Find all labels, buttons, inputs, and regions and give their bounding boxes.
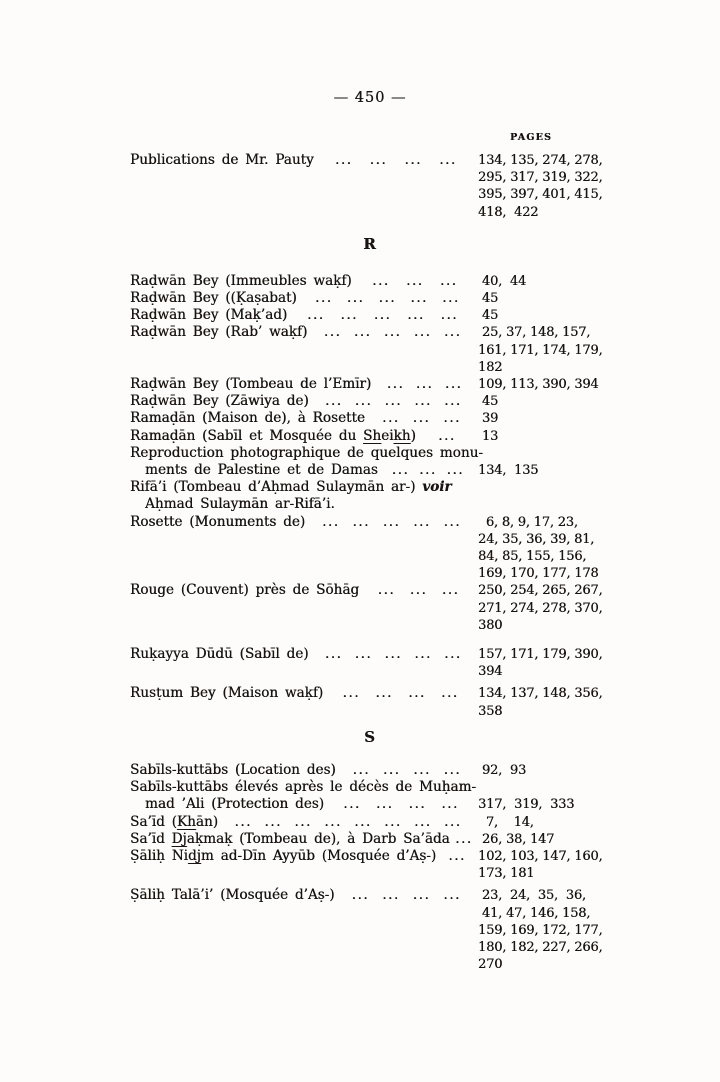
index-entry-line bbox=[130, 186, 610, 203]
entry-text: Publications de Mr. Pauty bbox=[130, 152, 314, 168]
dot-group: ... bbox=[407, 307, 425, 324]
page-numbers: 159, 169, 172, 177, bbox=[478, 922, 603, 938]
page-numbers: 157, 171, 179, 390, bbox=[478, 647, 603, 663]
dot-group: ... bbox=[343, 796, 361, 813]
dot-leader bbox=[130, 342, 478, 359]
page-numbers: 23, 24, 35, 36, bbox=[478, 888, 586, 904]
dot-group: ... bbox=[375, 685, 393, 702]
index-entry-line bbox=[130, 307, 610, 324]
page-numbers: 161, 171, 174, 179, bbox=[478, 342, 603, 358]
dot-leader bbox=[307, 324, 478, 341]
dot-leader bbox=[336, 762, 478, 779]
page-numbers: 270 bbox=[478, 957, 503, 973]
dot-group: ... bbox=[443, 513, 462, 530]
index-entry bbox=[130, 514, 610, 583]
page-numbers: 394 bbox=[478, 664, 503, 680]
dot-group: ... bbox=[413, 513, 431, 530]
entry-text: Ramaḍān (Sabīl et Mosquée du Sheikh) bbox=[130, 427, 416, 444]
dot-group: ... bbox=[373, 307, 392, 324]
dot-leader bbox=[130, 565, 478, 582]
page-numbers: 109, 113, 390, 394 bbox=[478, 377, 599, 393]
entry-text: Rifā’i (Tombeau d’Aḥmad Sulaymān ar-) voir bbox=[130, 479, 452, 496]
dot-leader bbox=[130, 186, 478, 203]
dot-group: ... bbox=[353, 324, 372, 341]
dot-group: ... bbox=[455, 830, 473, 847]
index-entry-line bbox=[130, 703, 610, 720]
index-entry-line bbox=[130, 548, 610, 565]
dot-group: ... bbox=[443, 410, 461, 427]
index-entry bbox=[130, 324, 610, 376]
index-entry-line bbox=[130, 600, 610, 617]
dot-group: ... bbox=[441, 796, 459, 813]
index-entry-line bbox=[130, 169, 610, 186]
index-entry bbox=[130, 848, 610, 882]
dot-group: ... bbox=[325, 393, 343, 410]
underlined-text: kh bbox=[393, 427, 411, 444]
index-entry bbox=[130, 646, 610, 680]
dot-leader bbox=[450, 831, 478, 848]
dot-group: ... bbox=[391, 462, 410, 479]
dot-leader bbox=[130, 600, 478, 617]
dot-group: ... bbox=[340, 307, 358, 324]
index-entry-line bbox=[130, 410, 610, 427]
page-numbers: 250, 254, 265, 267, bbox=[478, 583, 603, 599]
dot-group: ... bbox=[446, 462, 465, 479]
dot-leader bbox=[365, 410, 478, 427]
page-numbers: 271, 274, 278, 370, bbox=[478, 600, 603, 616]
pages-column-header: PAGES bbox=[510, 132, 553, 143]
dot-group: ... bbox=[414, 393, 432, 410]
dot-leader bbox=[287, 307, 478, 324]
entry-text: Rosette (Monuments de) bbox=[130, 513, 306, 530]
underlined-text: Kh bbox=[176, 813, 196, 830]
dot-leader bbox=[309, 393, 478, 410]
index-entry bbox=[130, 779, 610, 813]
index-entry bbox=[130, 273, 610, 290]
dot-leader bbox=[130, 204, 478, 221]
dot-leader bbox=[309, 646, 478, 663]
dot-group: ... bbox=[323, 324, 342, 341]
page-numbers: 13 bbox=[478, 428, 499, 444]
index-entry-line bbox=[130, 204, 610, 221]
dot-group: ... bbox=[410, 290, 428, 307]
italic-text: voir bbox=[422, 479, 452, 496]
dot-leader bbox=[359, 582, 478, 599]
dot-group: ... bbox=[264, 813, 282, 830]
index-body bbox=[130, 152, 610, 973]
page-numbers: 380 bbox=[478, 617, 503, 633]
entry-text: Ṣāliḥ Nidjm ad-Dīn Ayyūb (Mosquée d’Aṣ-) bbox=[130, 847, 437, 864]
index-entry bbox=[130, 445, 610, 479]
index-entry bbox=[130, 376, 610, 393]
dot-group: ... bbox=[351, 887, 370, 904]
index-entry-line bbox=[130, 831, 610, 848]
dot-group: ... bbox=[413, 761, 431, 778]
index-entry-line bbox=[130, 762, 610, 779]
underlined-text: dj bbox=[187, 847, 201, 864]
index-entry bbox=[130, 685, 610, 719]
dot-group: ... bbox=[315, 290, 333, 307]
entry-text: Rouge (Couvent) près de Sōhāg bbox=[130, 582, 360, 599]
page-numbers: 40, 44 bbox=[478, 273, 527, 289]
dot-group: ... bbox=[378, 290, 397, 307]
dot-group: ... bbox=[294, 813, 312, 830]
index-entry-line bbox=[130, 152, 610, 169]
dot-group: ... bbox=[441, 685, 459, 702]
index-entry-line bbox=[130, 462, 610, 479]
page-numbers: 134, 137, 148, 356, bbox=[478, 686, 603, 702]
dot-group: ... bbox=[354, 646, 373, 663]
section-header: R bbox=[363, 234, 377, 253]
page-numbers: 317, 319, 333 bbox=[478, 797, 575, 813]
index-entry-line bbox=[130, 342, 610, 359]
pages-header-row bbox=[130, 132, 610, 143]
entry-text: Ṣāliḥ Talā’i’ (Mosquée d’Aṣ-) bbox=[130, 887, 335, 904]
index-entry bbox=[130, 582, 610, 634]
dot-leader bbox=[130, 905, 478, 922]
page-numbers: 6, 8, 9, 17, 23, bbox=[478, 514, 578, 530]
dot-leader bbox=[130, 956, 478, 973]
dot-leader bbox=[378, 462, 478, 479]
index-entry bbox=[130, 410, 610, 427]
page-numbers: 418, 422 bbox=[478, 204, 539, 220]
index-entry-line bbox=[130, 956, 610, 973]
page-numbers: 180, 182, 227, 266, bbox=[478, 939, 603, 955]
index-entry-line bbox=[130, 779, 610, 796]
dot-leader bbox=[314, 152, 478, 169]
index-entry-line bbox=[130, 814, 610, 831]
dot-group: ... bbox=[324, 813, 342, 830]
page-numbers: 134, 135, 274, 278, bbox=[478, 153, 603, 168]
entry-text: Sabīls-kuttābs élevés après le décès de Muḥam- bbox=[130, 779, 477, 796]
underlined-text: Sh bbox=[363, 427, 382, 444]
index-entry bbox=[130, 814, 610, 831]
dot-group: ... bbox=[354, 393, 373, 410]
dot-group: ... bbox=[441, 582, 460, 599]
dot-leader bbox=[130, 865, 478, 882]
dot-group: ... bbox=[413, 324, 432, 341]
index-entry-line bbox=[130, 617, 610, 634]
dot-group: ... bbox=[444, 393, 462, 410]
index-entry-line bbox=[130, 479, 610, 496]
dot-group: ... bbox=[307, 307, 325, 324]
page-numbers: 173, 181 bbox=[478, 866, 535, 882]
dot-group: ... bbox=[440, 272, 458, 289]
dot-group: ... bbox=[444, 376, 463, 393]
index-entry-line bbox=[130, 905, 610, 922]
dot-group: ... bbox=[443, 324, 462, 341]
entry-text: Reproduction photographique de quelques monu- bbox=[130, 444, 483, 461]
page-numbers: 169, 170, 177, 178 bbox=[478, 566, 599, 582]
dot-group: ... bbox=[386, 376, 405, 393]
dot-group: ... bbox=[382, 410, 400, 427]
page-numbers: 25, 37, 148, 157, bbox=[478, 325, 591, 341]
dot-group: ... bbox=[409, 582, 428, 599]
dot-leader bbox=[305, 514, 478, 531]
dot-leader bbox=[371, 376, 478, 393]
dot-group: ... bbox=[375, 796, 394, 813]
dot-leader bbox=[130, 617, 478, 634]
index-entry-line bbox=[130, 582, 610, 599]
index-entry-line bbox=[130, 685, 610, 702]
page-numbers: 182 bbox=[478, 359, 503, 375]
dot-group: ... bbox=[322, 513, 340, 530]
entry-text: Raḍwān Bey (Rab’ waḳf) bbox=[130, 324, 308, 341]
dot-leader bbox=[130, 531, 478, 548]
dot-group: ... bbox=[383, 324, 402, 341]
page-numbers: 24, 35, 36, 39, 81, bbox=[478, 531, 595, 547]
dot-leader bbox=[130, 548, 478, 565]
dot-group: ... bbox=[419, 462, 437, 479]
dot-group: ... bbox=[406, 272, 424, 289]
dot-leader bbox=[130, 922, 478, 939]
entry-text: Raḍwān Bey (Maḳ’ad) bbox=[130, 307, 288, 324]
dot-group: ... bbox=[352, 513, 370, 530]
dot-group: ... bbox=[335, 152, 353, 168]
index-entry-line bbox=[130, 273, 610, 290]
dot-group: ... bbox=[408, 796, 427, 813]
index-entry bbox=[130, 290, 610, 307]
dot-leader bbox=[130, 663, 478, 680]
page-numbers: 358 bbox=[478, 703, 503, 719]
dot-leader bbox=[130, 169, 478, 186]
dot-group: ... bbox=[382, 761, 401, 778]
index-entry bbox=[130, 152, 610, 221]
index-entry-line bbox=[130, 324, 610, 341]
index-entry-line bbox=[130, 565, 610, 582]
dot-group: ... bbox=[438, 427, 456, 444]
dot-group: ... bbox=[372, 272, 390, 289]
dot-group: ... bbox=[414, 646, 432, 663]
page-number: — 450 — bbox=[333, 90, 407, 106]
entry-text: Sa’īd Djaḳmaḳ (Tombeau de), à Darb Sa’āda bbox=[130, 830, 450, 847]
section-header: S bbox=[364, 727, 376, 746]
index-entry bbox=[130, 479, 610, 513]
dot-group: ... bbox=[412, 410, 431, 427]
dot-group: ... bbox=[440, 307, 459, 324]
dot-leader bbox=[297, 290, 478, 307]
dot-group: ... bbox=[448, 847, 466, 864]
dot-group: ... bbox=[444, 813, 462, 830]
entry-text: Sabīls-kuttābs (Location des) bbox=[130, 761, 336, 778]
index-entry bbox=[130, 831, 610, 848]
index-entry-line bbox=[130, 290, 610, 307]
dot-leader bbox=[436, 848, 478, 865]
entry-text: Ruḳayya Dūdū (Sabīl de) bbox=[130, 646, 309, 663]
dot-group: ... bbox=[384, 813, 402, 830]
index-entry-line bbox=[130, 865, 610, 882]
dot-group: ... bbox=[384, 646, 402, 663]
page-numbers: 7, 14, bbox=[478, 814, 534, 830]
page-numbers: 102, 103, 147, 160, bbox=[478, 848, 603, 864]
dot-group: ... bbox=[352, 761, 371, 778]
index-entry bbox=[130, 428, 610, 445]
dot-group: ... bbox=[377, 582, 396, 599]
page-numbers: 84, 85, 155, 156, bbox=[478, 549, 587, 565]
page-numbers: 92, 93 bbox=[478, 762, 527, 778]
entry-text: ments de Palestine et de Damas bbox=[145, 462, 378, 479]
dot-group: ... bbox=[414, 813, 432, 830]
index-entry bbox=[130, 762, 610, 779]
index-entry-line bbox=[130, 646, 610, 663]
dot-group: ... bbox=[369, 152, 388, 168]
dot-group: ... bbox=[439, 152, 457, 168]
dot-leader bbox=[130, 359, 478, 376]
dot-group: ... bbox=[444, 646, 462, 663]
index-entry-line bbox=[130, 922, 610, 939]
entry-text: Raḍwān Bey (Tombeau de l’Emīr) bbox=[130, 376, 372, 393]
index-entry-line bbox=[130, 445, 610, 462]
dot-leader bbox=[416, 428, 478, 445]
dot-group: ... bbox=[443, 887, 461, 904]
dot-group: ... bbox=[415, 376, 434, 393]
dot-group: ... bbox=[404, 152, 422, 168]
page-numbers: 45 bbox=[478, 394, 499, 410]
dot-leader bbox=[130, 703, 478, 720]
entry-text: Aḥmad Sulaymān ar-Rifā’i. bbox=[145, 496, 335, 513]
index-entry-line bbox=[130, 531, 610, 548]
index-entry-line bbox=[130, 887, 610, 904]
dot-group: ... bbox=[324, 646, 343, 663]
dot-group: ... bbox=[382, 887, 400, 904]
index-entry-line bbox=[130, 428, 610, 445]
entry-text: Raḍwān Bey (Zāwiya de) bbox=[130, 393, 309, 410]
index-entry-line bbox=[130, 376, 610, 393]
dot-leader bbox=[324, 796, 478, 813]
index-entry-line bbox=[130, 663, 610, 680]
page-numbers: 134, 135 bbox=[478, 463, 539, 479]
index-entry-line bbox=[130, 796, 610, 813]
dot-group: ... bbox=[384, 393, 403, 410]
page-numbers: 45 bbox=[478, 308, 499, 324]
index-entry-line bbox=[130, 393, 610, 410]
page-numbers: 39 bbox=[478, 411, 499, 427]
dot-group: ... bbox=[342, 685, 361, 702]
underlined-text: Dj bbox=[171, 830, 187, 847]
dot-leader bbox=[335, 887, 478, 904]
dot-group: ... bbox=[346, 290, 365, 307]
index-entry bbox=[130, 393, 610, 410]
index-entry-line bbox=[130, 359, 610, 376]
page-numbers: 41, 47, 146, 158, bbox=[478, 905, 591, 921]
index-entry-line bbox=[130, 939, 610, 956]
entry-text: mad ’Ali (Protection des) bbox=[145, 796, 325, 813]
dot-leader bbox=[218, 814, 478, 831]
dot-group: ... bbox=[234, 813, 252, 830]
entry-text: Sa’īd (Khān) bbox=[130, 813, 219, 830]
index-entry bbox=[130, 887, 610, 973]
dot-leader bbox=[323, 685, 478, 702]
index-entry-line bbox=[130, 848, 610, 865]
dot-group: ... bbox=[442, 290, 460, 307]
entry-text: Raḍwān Bey ((Ḳaṣabat) bbox=[130, 290, 297, 307]
index-entry bbox=[130, 307, 610, 324]
page-numbers: 45 bbox=[478, 291, 499, 307]
entry-text: Ramaḍān (Maison de), à Rosette bbox=[130, 410, 365, 427]
dot-group: ... bbox=[412, 887, 431, 904]
index-entry-line bbox=[130, 496, 610, 513]
dot-leader bbox=[130, 939, 478, 956]
dot-group: ... bbox=[443, 761, 462, 778]
entry-text: Rusṭum Bey (Maison waḳf) bbox=[130, 685, 324, 702]
dot-group: ... bbox=[354, 813, 372, 830]
page-numbers: 26, 38, 147 bbox=[478, 831, 555, 847]
dot-group: ... bbox=[382, 513, 401, 530]
page-numbers: 295, 317, 319, 322, bbox=[478, 170, 603, 186]
index-entry-line bbox=[130, 514, 610, 531]
entry-text: Raḍwān Bey (Immeubles waḳf) bbox=[130, 272, 352, 289]
page-numbers: 395, 397, 401, 415, bbox=[478, 187, 603, 203]
dot-group: ... bbox=[408, 685, 426, 702]
dot-leader bbox=[352, 273, 478, 290]
